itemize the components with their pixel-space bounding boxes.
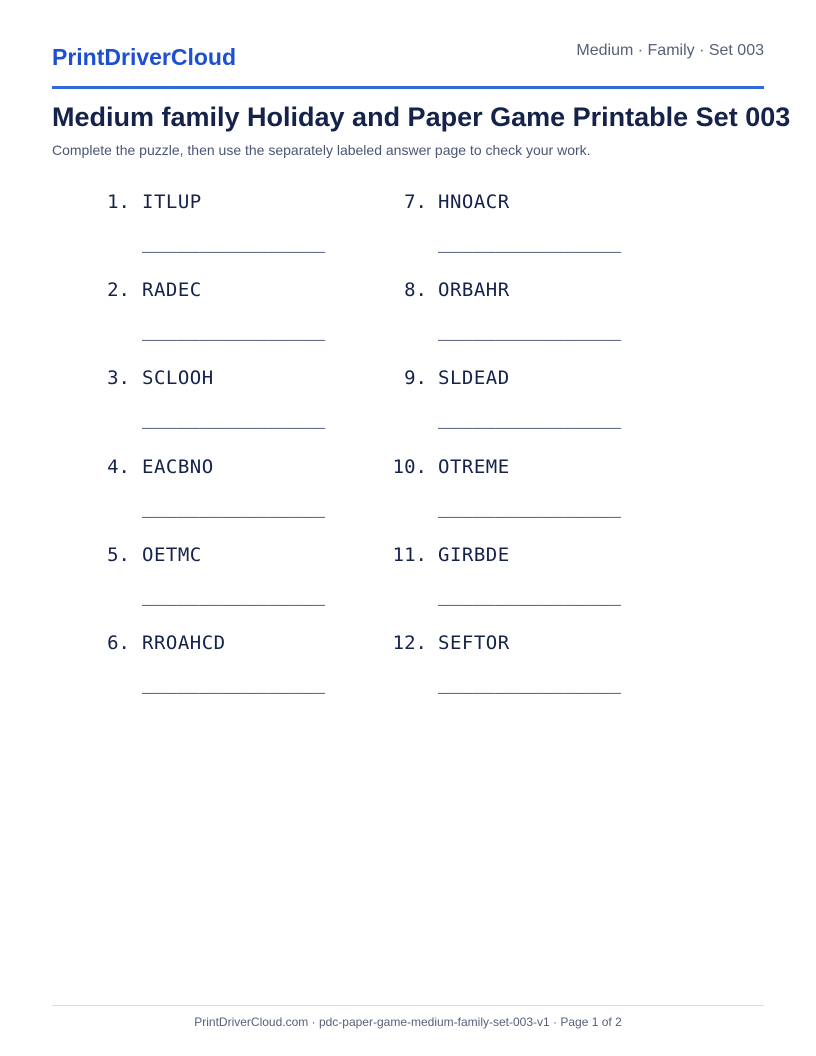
answer-line[interactable]: ________________ bbox=[438, 319, 622, 341]
puzzle-number: 1. bbox=[107, 191, 130, 213]
answer-line[interactable]: ________________ bbox=[438, 496, 622, 518]
scrambled-word: SCLOOH bbox=[142, 367, 214, 389]
answer-line[interactable]: ________________ bbox=[142, 407, 326, 429]
puzzle-number: 7. bbox=[404, 191, 427, 213]
puzzle-number: 4. bbox=[107, 456, 130, 478]
set-meta: Medium · Family · Set 003 bbox=[576, 42, 764, 59]
answer-line[interactable]: ________________ bbox=[142, 584, 326, 606]
page-title: Medium family Holiday and Paper Game Printable Set 003 bbox=[52, 102, 791, 132]
answer-line[interactable]: ________________ bbox=[438, 672, 622, 694]
scrambled-word: OTREME bbox=[438, 456, 510, 478]
answer-line[interactable]: ________________ bbox=[142, 672, 326, 694]
answer-line[interactable]: ________________ bbox=[142, 231, 326, 253]
puzzle-number: 9. bbox=[404, 367, 427, 389]
page-footer bbox=[52, 1005, 764, 1029]
scrambled-word: RROAHCD bbox=[142, 632, 226, 654]
brand-logo[interactable]: PrintDriverCloud bbox=[52, 44, 237, 70]
scrambled-word: HNOACR bbox=[438, 191, 510, 213]
puzzle-number: 10. bbox=[392, 456, 427, 478]
scrambled-word: RADEC bbox=[142, 279, 202, 301]
puzzle-number: 2. bbox=[107, 279, 130, 301]
puzzle-number: 3. bbox=[107, 367, 130, 389]
puzzle-number: 12. bbox=[392, 632, 427, 654]
answer-line[interactable]: ________________ bbox=[142, 319, 326, 341]
answer-line[interactable]: ________________ bbox=[438, 584, 622, 606]
puzzle-number: 5. bbox=[107, 544, 130, 566]
answer-line[interactable]: ________________ bbox=[438, 231, 622, 253]
scrambled-word: EACBNO bbox=[142, 456, 214, 478]
scrambled-word: ORBAHR bbox=[438, 279, 510, 301]
puzzle-number: 11. bbox=[392, 544, 427, 566]
puzzle-number: 8. bbox=[404, 279, 427, 301]
scrambled-word: SLDEAD bbox=[438, 367, 510, 389]
puzzle-number: 6. bbox=[107, 632, 130, 654]
page-subtitle: Complete the puzzle, then use the separately labeled answer page to check your work. bbox=[52, 142, 591, 158]
footer-text: PrintDriverCloud.com · pdc-paper-game-medium-family-set-003-v1 · Page 1 of 2 bbox=[194, 1015, 622, 1029]
scrambled-word: SEFTOR bbox=[438, 632, 510, 654]
answer-line[interactable]: ________________ bbox=[142, 496, 326, 518]
scrambled-word: GIRBDE bbox=[438, 544, 510, 566]
page-header bbox=[52, 0, 764, 89]
scrambled-word: OETMC bbox=[142, 544, 202, 566]
answer-line[interactable]: ________________ bbox=[438, 407, 622, 429]
scrambled-word: ITLUP bbox=[142, 191, 202, 213]
